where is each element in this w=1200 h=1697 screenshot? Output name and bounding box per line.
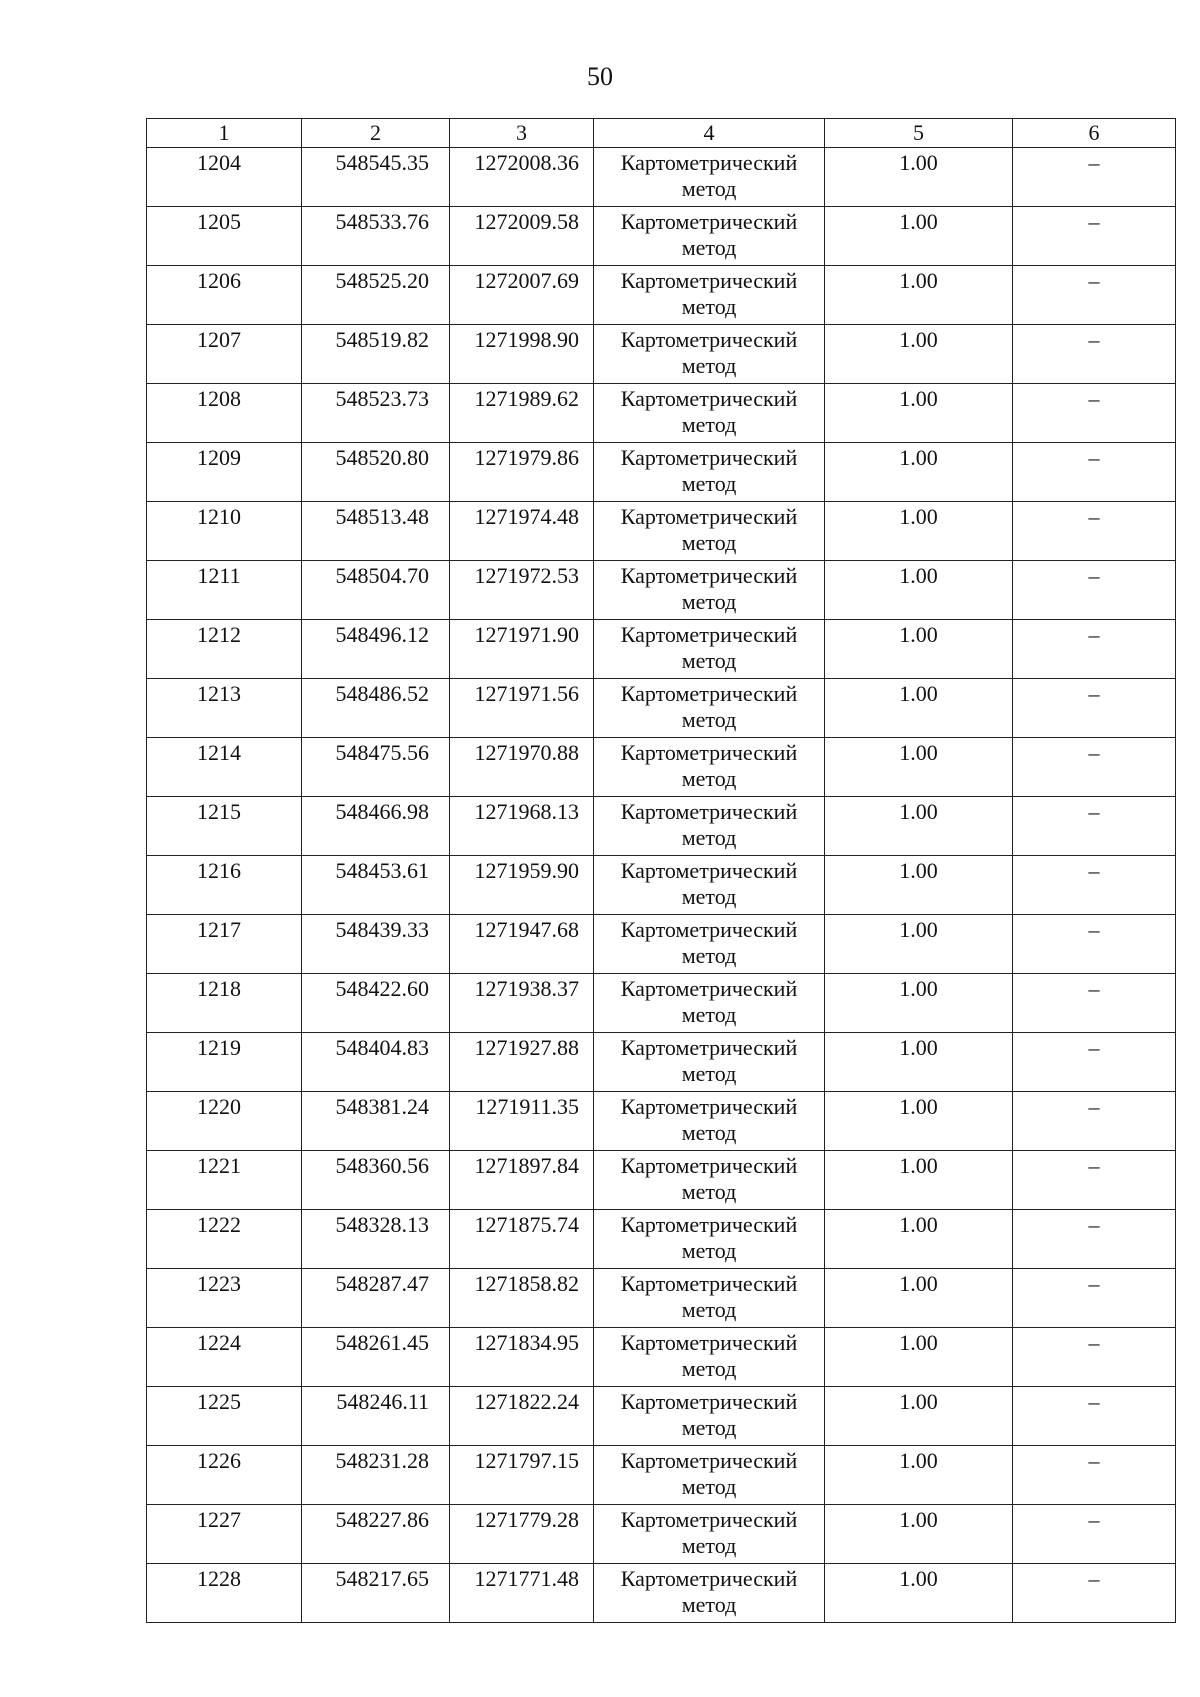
point-number-cell: 1224 <box>147 1328 302 1387</box>
x-coordinate-cell: 548496.12 <box>302 620 450 679</box>
table-row <box>147 1387 1176 1446</box>
x-coordinate-cell: 548404.83 <box>302 1033 450 1092</box>
point-number-cell: 1219 <box>147 1033 302 1092</box>
note-cell: – <box>1013 620 1176 679</box>
table-row <box>147 207 1176 266</box>
table-row <box>147 1505 1176 1564</box>
accuracy-cell: 1.00 <box>825 561 1013 620</box>
accuracy-cell: 1.00 <box>825 620 1013 679</box>
method-cell: Картометрический метод <box>594 266 825 325</box>
accuracy-cell: 1.00 <box>825 679 1013 738</box>
table-body <box>147 148 1176 1623</box>
method-cell: Картометрический метод <box>594 1564 825 1623</box>
accuracy-cell: 1.00 <box>825 1092 1013 1151</box>
note-cell: – <box>1013 384 1176 443</box>
note-cell: – <box>1013 974 1176 1033</box>
x-coordinate-cell: 548381.24 <box>302 1092 450 1151</box>
y-coordinate-cell: 1271779.28 <box>450 1505 594 1564</box>
accuracy-cell: 1.00 <box>825 1505 1013 1564</box>
table-row <box>147 325 1176 384</box>
table-row <box>147 502 1176 561</box>
x-coordinate-cell: 548328.13 <box>302 1210 450 1269</box>
y-coordinate-cell: 1271771.48 <box>450 1564 594 1623</box>
table-row <box>147 738 1176 797</box>
accuracy-cell: 1.00 <box>825 502 1013 561</box>
method-cell: Картометрический метод <box>594 325 825 384</box>
accuracy-cell: 1.00 <box>825 1446 1013 1505</box>
point-number-cell: 1206 <box>147 266 302 325</box>
table-row <box>147 1564 1176 1623</box>
method-cell: Картометрический метод <box>594 1092 825 1151</box>
y-coordinate-cell: 1271927.88 <box>450 1033 594 1092</box>
point-number-cell: 1228 <box>147 1564 302 1623</box>
note-cell: – <box>1013 856 1176 915</box>
table-row <box>147 915 1176 974</box>
method-cell: Картометрический метод <box>594 738 825 797</box>
point-number-cell: 1211 <box>147 561 302 620</box>
point-number-cell: 1218 <box>147 974 302 1033</box>
header-cell-4: 4 <box>594 119 825 148</box>
point-number-cell: 1207 <box>147 325 302 384</box>
x-coordinate-cell: 548533.76 <box>302 207 450 266</box>
note-cell: – <box>1013 1210 1176 1269</box>
table-row <box>147 561 1176 620</box>
note-cell: – <box>1013 1151 1176 1210</box>
method-cell: Картометрический метод <box>594 207 825 266</box>
x-coordinate-cell: 548422.60 <box>302 974 450 1033</box>
y-coordinate-cell: 1271875.74 <box>450 1210 594 1269</box>
y-coordinate-cell: 1271834.95 <box>450 1328 594 1387</box>
y-coordinate-cell: 1271858.82 <box>450 1269 594 1328</box>
accuracy-cell: 1.00 <box>825 738 1013 797</box>
method-cell: Картометрический метод <box>594 1387 825 1446</box>
header-cell-2: 2 <box>302 119 450 148</box>
y-coordinate-cell: 1272007.69 <box>450 266 594 325</box>
header-cell-1: 1 <box>147 119 302 148</box>
accuracy-cell: 1.00 <box>825 148 1013 207</box>
point-number-cell: 1222 <box>147 1210 302 1269</box>
accuracy-cell: 1.00 <box>825 325 1013 384</box>
point-number-cell: 1221 <box>147 1151 302 1210</box>
table-row <box>147 1446 1176 1505</box>
x-coordinate-cell: 548466.98 <box>302 797 450 856</box>
accuracy-cell: 1.00 <box>825 974 1013 1033</box>
x-coordinate-cell: 548545.35 <box>302 148 450 207</box>
y-coordinate-cell: 1271971.90 <box>450 620 594 679</box>
x-coordinate-cell: 548439.33 <box>302 915 450 974</box>
point-number-cell: 1223 <box>147 1269 302 1328</box>
x-coordinate-cell: 548360.56 <box>302 1151 450 1210</box>
method-cell: Картометрический метод <box>594 502 825 561</box>
point-number-cell: 1215 <box>147 797 302 856</box>
table-row <box>147 1151 1176 1210</box>
point-number-cell: 1214 <box>147 738 302 797</box>
y-coordinate-cell: 1271797.15 <box>450 1446 594 1505</box>
method-cell: Картометрический метод <box>594 1210 825 1269</box>
table-row <box>147 384 1176 443</box>
table-row <box>147 679 1176 738</box>
y-coordinate-cell: 1271989.62 <box>450 384 594 443</box>
y-coordinate-cell: 1271979.86 <box>450 443 594 502</box>
note-cell: – <box>1013 443 1176 502</box>
x-coordinate-cell: 548525.20 <box>302 266 450 325</box>
accuracy-cell: 1.00 <box>825 1033 1013 1092</box>
method-cell: Картометрический метод <box>594 1505 825 1564</box>
point-number-cell: 1213 <box>147 679 302 738</box>
header-cell-5: 5 <box>825 119 1013 148</box>
accuracy-cell: 1.00 <box>825 1328 1013 1387</box>
note-cell: – <box>1013 266 1176 325</box>
method-cell: Картометрический метод <box>594 915 825 974</box>
note-cell: – <box>1013 1328 1176 1387</box>
y-coordinate-cell: 1272009.58 <box>450 207 594 266</box>
x-coordinate-cell: 548519.82 <box>302 325 450 384</box>
x-coordinate-cell: 548246.11 <box>302 1387 450 1446</box>
table-row <box>147 1328 1176 1387</box>
x-coordinate-cell: 548217.65 <box>302 1564 450 1623</box>
table-header-row <box>147 119 1176 148</box>
x-coordinate-cell: 548520.80 <box>302 443 450 502</box>
y-coordinate-cell: 1271968.13 <box>450 797 594 856</box>
note-cell: – <box>1013 1446 1176 1505</box>
method-cell: Картометрический метод <box>594 384 825 443</box>
point-number-cell: 1216 <box>147 856 302 915</box>
table-row <box>147 443 1176 502</box>
method-cell: Картометрический метод <box>594 1446 825 1505</box>
note-cell: – <box>1013 502 1176 561</box>
x-coordinate-cell: 548287.47 <box>302 1269 450 1328</box>
table-row <box>147 974 1176 1033</box>
y-coordinate-cell: 1271974.48 <box>450 502 594 561</box>
y-coordinate-cell: 1271970.88 <box>450 738 594 797</box>
table-row <box>147 856 1176 915</box>
coordinates-table <box>146 118 1176 1623</box>
table-row <box>147 1092 1176 1151</box>
method-cell: Картометрический метод <box>594 1328 825 1387</box>
point-number-cell: 1210 <box>147 502 302 561</box>
note-cell: – <box>1013 1092 1176 1151</box>
accuracy-cell: 1.00 <box>825 1387 1013 1446</box>
note-cell: – <box>1013 325 1176 384</box>
point-number-cell: 1208 <box>147 384 302 443</box>
note-cell: – <box>1013 561 1176 620</box>
header-cell-3: 3 <box>450 119 594 148</box>
x-coordinate-cell: 548486.52 <box>302 679 450 738</box>
y-coordinate-cell: 1271998.90 <box>450 325 594 384</box>
method-cell: Картометрический метод <box>594 443 825 502</box>
accuracy-cell: 1.00 <box>825 443 1013 502</box>
method-cell: Картометрический метод <box>594 561 825 620</box>
accuracy-cell: 1.00 <box>825 797 1013 856</box>
method-cell: Картометрический метод <box>594 974 825 1033</box>
note-cell: – <box>1013 797 1176 856</box>
note-cell: – <box>1013 148 1176 207</box>
note-cell: – <box>1013 738 1176 797</box>
header-cell-6: 6 <box>1013 119 1176 148</box>
y-coordinate-cell: 1271822.24 <box>450 1387 594 1446</box>
x-coordinate-cell: 548453.61 <box>302 856 450 915</box>
point-number-cell: 1209 <box>147 443 302 502</box>
accuracy-cell: 1.00 <box>825 1564 1013 1623</box>
page-number: 50 <box>587 62 613 91</box>
y-coordinate-cell: 1271971.56 <box>450 679 594 738</box>
point-number-cell: 1226 <box>147 1446 302 1505</box>
accuracy-cell: 1.00 <box>825 384 1013 443</box>
table-row <box>147 148 1176 207</box>
method-cell: Картометрический метод <box>594 1151 825 1210</box>
y-coordinate-cell: 1271947.68 <box>450 915 594 974</box>
accuracy-cell: 1.00 <box>825 1151 1013 1210</box>
point-number-cell: 1225 <box>147 1387 302 1446</box>
x-coordinate-cell: 548513.48 <box>302 502 450 561</box>
method-cell: Картометрический метод <box>594 679 825 738</box>
accuracy-cell: 1.00 <box>825 266 1013 325</box>
table-row <box>147 266 1176 325</box>
accuracy-cell: 1.00 <box>825 856 1013 915</box>
x-coordinate-cell: 548261.45 <box>302 1328 450 1387</box>
note-cell: – <box>1013 207 1176 266</box>
accuracy-cell: 1.00 <box>825 207 1013 266</box>
x-coordinate-cell: 548523.73 <box>302 384 450 443</box>
y-coordinate-cell: 1271959.90 <box>450 856 594 915</box>
y-coordinate-cell: 1271938.37 <box>450 974 594 1033</box>
y-coordinate-cell: 1271911.35 <box>450 1092 594 1151</box>
point-number-cell: 1204 <box>147 148 302 207</box>
method-cell: Картометрический метод <box>594 620 825 679</box>
table-row <box>147 1269 1176 1328</box>
point-number-cell: 1205 <box>147 207 302 266</box>
method-cell: Картометрический метод <box>594 856 825 915</box>
note-cell: – <box>1013 1387 1176 1446</box>
table-row <box>147 1033 1176 1092</box>
accuracy-cell: 1.00 <box>825 1210 1013 1269</box>
x-coordinate-cell: 548231.28 <box>302 1446 450 1505</box>
x-coordinate-cell: 548504.70 <box>302 561 450 620</box>
note-cell: – <box>1013 915 1176 974</box>
method-cell: Картометрический метод <box>594 148 825 207</box>
note-cell: – <box>1013 679 1176 738</box>
x-coordinate-cell: 548475.56 <box>302 738 450 797</box>
x-coordinate-cell: 548227.86 <box>302 1505 450 1564</box>
note-cell: – <box>1013 1033 1176 1092</box>
method-cell: Картометрический метод <box>594 1269 825 1328</box>
accuracy-cell: 1.00 <box>825 1269 1013 1328</box>
point-number-cell: 1220 <box>147 1092 302 1151</box>
point-number-cell: 1212 <box>147 620 302 679</box>
note-cell: – <box>1013 1564 1176 1623</box>
note-cell: – <box>1013 1505 1176 1564</box>
table-row <box>147 620 1176 679</box>
table-row <box>147 797 1176 856</box>
point-number-cell: 1217 <box>147 915 302 974</box>
accuracy-cell: 1.00 <box>825 915 1013 974</box>
method-cell: Картометрический метод <box>594 1033 825 1092</box>
method-cell: Картометрический метод <box>594 797 825 856</box>
point-number-cell: 1227 <box>147 1505 302 1564</box>
y-coordinate-cell: 1272008.36 <box>450 148 594 207</box>
table-row <box>147 1210 1176 1269</box>
note-cell: – <box>1013 1269 1176 1328</box>
y-coordinate-cell: 1271897.84 <box>450 1151 594 1210</box>
y-coordinate-cell: 1271972.53 <box>450 561 594 620</box>
